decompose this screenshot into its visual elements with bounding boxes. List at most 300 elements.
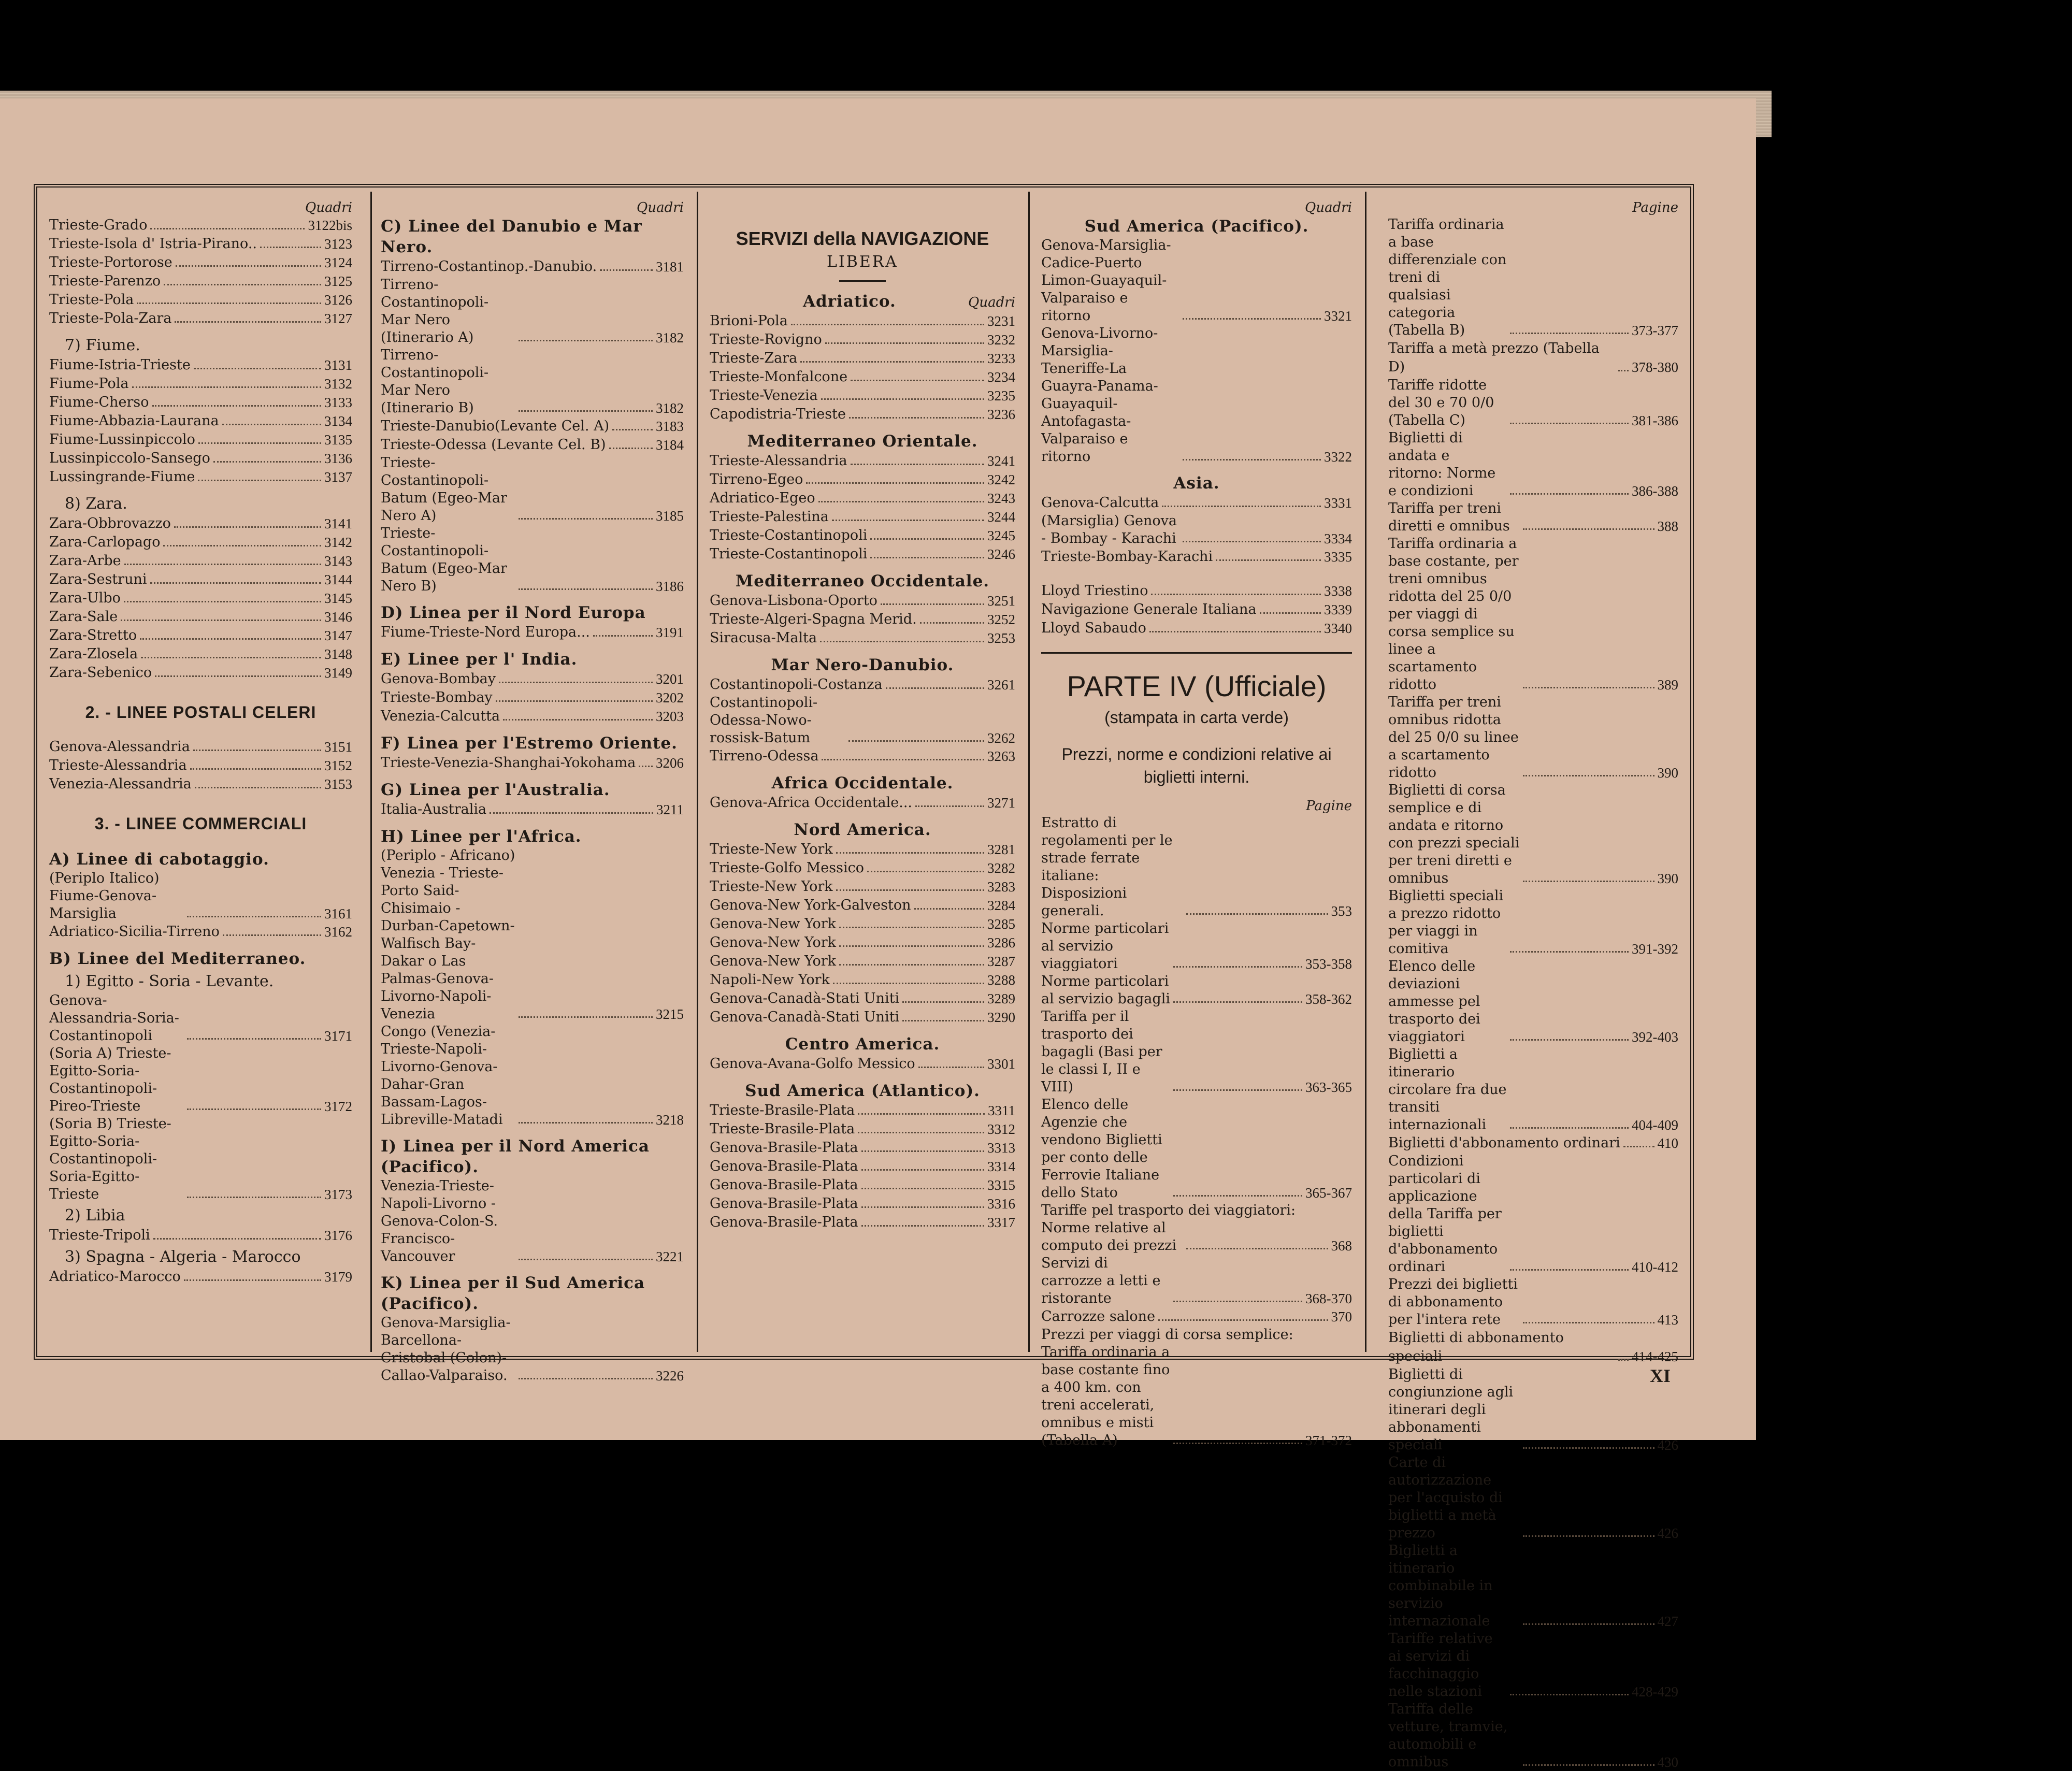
dot-leader — [1523, 775, 1654, 776]
index-entry — [710, 405, 1015, 424]
entry-number: 3186 — [656, 579, 684, 594]
entry-number: 3339 — [1324, 602, 1352, 617]
entry-number: 3147 — [324, 628, 352, 643]
index-entry — [49, 870, 352, 923]
entry-title: Genova-Lisbona-Oporto — [710, 593, 877, 609]
section-title: E) Linee per l' India. — [381, 650, 578, 669]
entry-title: Tirreno-Costantinopoli-Mar Nero (Itinerario B) — [381, 347, 489, 416]
section-heading: 2. - LINEE POSTALI CELERI — [85, 703, 316, 722]
entry-number: 3162 — [324, 924, 352, 940]
index-entry — [49, 356, 352, 375]
index-entry — [381, 276, 684, 347]
dot-leader — [124, 601, 321, 602]
entry-title: Brioni-Pola — [710, 313, 788, 329]
entry-number: 3151 — [324, 739, 352, 755]
section-title: 2) Libia — [65, 1206, 125, 1225]
entry-number: 3263 — [987, 748, 1015, 764]
index-entry — [381, 1177, 684, 1265]
entry-title: Biglietti di abbonamento speciali — [1388, 1330, 1564, 1364]
dot-leader — [1149, 631, 1321, 632]
index-entry — [1373, 1366, 1678, 1454]
index-entry — [381, 1023, 684, 1129]
index-entry — [710, 330, 1015, 349]
entry-title: Lussinpiccolo-Sansego — [49, 450, 210, 466]
entry-number: 3289 — [987, 991, 1015, 1006]
dot-leader — [163, 545, 321, 546]
entry-number: 3183 — [656, 419, 684, 434]
entry-title: Navigazione Generale Italiana — [1041, 601, 1257, 617]
entry-number: 3314 — [987, 1159, 1015, 1174]
entry-title: Genova-New York — [710, 934, 836, 951]
dot-leader — [152, 405, 321, 407]
entry-number: 381-386 — [1632, 413, 1678, 428]
index-entry — [381, 800, 684, 819]
entry-number: 3122bis — [308, 218, 352, 233]
entry-title: Zara-Zlosela — [49, 646, 138, 662]
dot-leader — [519, 1016, 653, 1018]
dot-leader — [194, 368, 321, 369]
entry-title: Trieste-Costantinopoli-Batum (Egeo-Mar Nero B) — [381, 525, 507, 594]
index-entry — [1373, 1329, 1678, 1366]
index-entry — [49, 664, 352, 682]
dot-leader — [198, 480, 321, 481]
dot-leader — [1173, 1001, 1302, 1003]
part-title: PARTE IV (Ufficiale) — [1067, 670, 1327, 702]
dot-leader — [187, 1197, 322, 1198]
index-entry — [710, 915, 1015, 933]
dot-leader — [1523, 687, 1654, 688]
entry-title: Biglietti di congiunzione agli itinerari degli abbonamenti speciali — [1388, 1366, 1514, 1453]
entry-number: 3317 — [987, 1215, 1015, 1230]
dot-leader — [1173, 1443, 1302, 1444]
dot-leader — [519, 1259, 653, 1260]
entry-list — [710, 840, 1015, 1027]
index-entry — [1373, 535, 1678, 694]
entry-number: 3283 — [987, 879, 1015, 895]
entry-title: Elenco delle Agenzie che vendono Biglietti per conto delle Ferrovie Italiane dello Stato — [1041, 1097, 1162, 1201]
dot-leader — [175, 321, 321, 323]
divider — [1041, 652, 1352, 654]
entry-list — [381, 623, 684, 642]
index-entry — [49, 992, 352, 1045]
dot-leader — [1510, 1694, 1629, 1695]
index-entry — [710, 312, 1015, 330]
dot-leader — [176, 265, 321, 267]
entry-number: 3125 — [324, 273, 352, 289]
dot-leader — [1618, 1359, 1629, 1361]
entry-title: Zara-Arbe — [49, 553, 121, 569]
dot-leader — [1510, 1127, 1629, 1129]
dot-leader — [861, 1188, 984, 1189]
entry-title: Trieste-Alessandria — [49, 757, 187, 773]
entry-number: 3146 — [324, 609, 352, 625]
entry-number: 3338 — [1324, 583, 1352, 599]
entry-title: Capodistria-Trieste — [710, 406, 846, 422]
index-entry — [710, 349, 1015, 368]
dot-leader — [1523, 1322, 1654, 1323]
entry-title: Trieste-Odessa (Levante Cel. B) — [381, 437, 606, 453]
index-entry — [710, 1139, 1015, 1157]
entry-number: 3152 — [324, 758, 352, 773]
entry-title: Genova-New York-Galveston — [710, 897, 911, 913]
entry-number: 3185 — [656, 508, 684, 524]
dot-leader — [1510, 423, 1629, 424]
entry-list — [710, 312, 1015, 424]
entry-title: (Soria B) Trieste-Egitto-Soria-Costantinopoli-Soria-Egitto-Trieste — [49, 1116, 171, 1202]
section-title: 7) Fiume. — [65, 336, 140, 354]
entry-title: Trieste-Venezia-Shanghai-Yokohama — [381, 755, 636, 771]
entry-number: 3142 — [324, 535, 352, 550]
dot-leader — [918, 1067, 984, 1068]
index-entry — [1041, 973, 1352, 1008]
index-entry — [49, 552, 352, 570]
index-entry — [1373, 339, 1678, 377]
section-title: 1) Egitto - Soria - Levante. — [65, 972, 274, 990]
entry-title: Condizioni particolari di applicazione della Tariffa per biglietti d'abbonamento ordinari — [1388, 1153, 1502, 1275]
entry-list — [710, 592, 1015, 647]
index-entry — [710, 694, 1015, 747]
section-title: A) Linee di cabotaggio. — [49, 850, 269, 869]
index-entry — [1041, 920, 1352, 973]
entry-number: 3203 — [656, 709, 684, 724]
index-entry — [710, 1101, 1015, 1120]
dot-leader — [174, 526, 321, 528]
index-entry — [1373, 1046, 1678, 1134]
dot-leader — [1523, 1535, 1654, 1537]
column-header: Quadri — [968, 295, 1015, 310]
entry-title: Prezzi per viaggi di corsa semplice: — [1041, 1327, 1293, 1343]
index-entry — [381, 847, 684, 1023]
section-title: C) Linee del Danubio e Mar Nero. — [381, 217, 642, 256]
index-entry — [710, 545, 1015, 564]
index-entry — [1373, 958, 1678, 1046]
entry-title: Costantinopoli-Costanza — [710, 676, 883, 693]
index-entry — [381, 688, 684, 707]
entry-title: Tariffa a metà prezzo (Tabella D) — [1388, 340, 1600, 375]
dot-leader — [833, 983, 984, 984]
dot-leader — [851, 464, 984, 465]
dot-leader — [1510, 951, 1629, 953]
entry-number: 3143 — [324, 553, 352, 569]
entry-number: 3335 — [1324, 549, 1352, 565]
entry-list — [49, 992, 352, 1203]
entry-title: Trieste-Palestina — [710, 509, 829, 525]
entry-title: Siracusa-Malta — [710, 630, 817, 646]
index-entry — [1041, 1202, 1352, 1219]
entry-title: Congo (Venezia-Trieste-Napoli-Livorno-Genova-Dahar-Gran Bassam-Lagos-Libreville-Matadi — [381, 1024, 503, 1128]
index-entry — [49, 570, 352, 589]
index-entry — [49, 645, 352, 664]
entry-title: Prezzi dei biglietti di abbonamento per l'intera rete — [1388, 1276, 1518, 1328]
entry-title: Zara-Sestruni — [49, 571, 147, 587]
entry-title: Norme particolari al servizio viaggiatori — [1041, 920, 1169, 972]
dot-leader — [1510, 493, 1629, 495]
entry-title: (Periplo Italico) Fiume-Genova-Marsiglia — [49, 870, 160, 922]
entry-number: 3148 — [324, 646, 352, 662]
dot-leader — [140, 638, 321, 640]
index-entry — [1041, 548, 1352, 566]
dot-leader — [503, 719, 653, 721]
entry-number: 3153 — [324, 776, 352, 792]
dot-leader — [1523, 528, 1654, 530]
index-entry — [381, 257, 684, 276]
entry-list — [710, 1055, 1015, 1073]
entry-title: Venezia-Trieste-Napoli-Livorno -Genova-Colon-S. Francisco-Vancouver — [381, 1178, 498, 1264]
index-entry — [710, 675, 1015, 694]
dot-leader — [1216, 559, 1321, 561]
entry-number: 391-392 — [1632, 941, 1678, 957]
index-entry — [710, 610, 1015, 629]
column-3 — [710, 199, 1015, 1355]
entry-title: Trieste-Bombay-Karachi — [1041, 549, 1213, 565]
column-header: Quadri — [637, 200, 684, 215]
entry-title: Trieste-Zara — [710, 350, 798, 366]
entry-number: 3301 — [987, 1056, 1015, 1072]
entry-title: Trieste-Brasile-Plata — [710, 1102, 855, 1118]
entry-number: 3282 — [987, 860, 1015, 876]
entry-title: Zara-Sebenico — [49, 665, 152, 681]
index-entry — [710, 989, 1015, 1008]
entry-title: Trieste-Monfalcone — [710, 369, 848, 385]
entry-number: 3124 — [324, 255, 352, 270]
dot-leader — [861, 1206, 984, 1208]
entry-number: 3232 — [987, 332, 1015, 348]
entry-title: Tirreno-Costantinop.-Danubio. — [381, 258, 597, 275]
entry-number: 3173 — [324, 1187, 352, 1202]
section-title: B) Linee del Mediterraneo. — [49, 949, 306, 968]
entry-number: 3179 — [324, 1269, 352, 1285]
index-entry — [49, 756, 352, 775]
entry-number: 363-365 — [1305, 1079, 1352, 1095]
entry-number: 3321 — [1324, 308, 1352, 324]
dot-leader — [1510, 333, 1629, 334]
entry-number: 426 — [1657, 1437, 1678, 1453]
entry-title: Genova-Brasile-Plata — [710, 1140, 858, 1156]
entry-number: 3191 — [656, 625, 684, 640]
entry-title: Tariffa ordinaria a base costante, per treni omnibus ridotta del 25 0/0 per viaggi di corsa semplice su linee a scartamento ridotto — [1388, 536, 1519, 693]
section-title: Nord America. — [794, 820, 931, 839]
entry-number: 428-429 — [1632, 1684, 1678, 1700]
entry-number: 3184 — [656, 437, 684, 453]
section-title: 8) Zara. — [65, 495, 127, 513]
dot-leader — [818, 501, 984, 502]
entry-number: 3235 — [987, 388, 1015, 404]
entry-title: Trieste-Algeri-Spagna Merid. — [710, 611, 917, 627]
index-entry — [1373, 782, 1678, 887]
dot-leader — [861, 1169, 984, 1171]
entry-title: Trieste-Alessandria — [710, 453, 847, 469]
dot-leader — [193, 750, 321, 751]
entry-number: 3144 — [324, 572, 352, 587]
entry-title: Genova-Canadà-Stati Uniti — [710, 1009, 900, 1025]
index-entry — [710, 508, 1015, 526]
entry-list — [381, 1314, 684, 1385]
index-entry — [710, 877, 1015, 896]
entry-title: Fiume-Istria-Trieste — [49, 357, 191, 373]
dot-leader — [213, 461, 321, 463]
entry-title: Zara-Stretto — [49, 627, 137, 643]
dot-leader — [1183, 459, 1321, 460]
dot-leader — [1260, 612, 1321, 614]
dot-leader — [187, 1038, 322, 1040]
entry-title: Tariffe pel trasporto dei viaggiatori: — [1041, 1202, 1296, 1218]
entry-title: Genova-Africa Occidentale... — [710, 795, 912, 811]
entry-number: 3315 — [987, 1177, 1015, 1193]
entry-number: 389 — [1657, 677, 1678, 693]
index-entry — [49, 626, 352, 645]
entry-title: Adriatico-Marocco — [49, 1269, 181, 1285]
entry-list — [381, 1177, 684, 1265]
entry-title: Trieste-New York — [710, 879, 833, 895]
index-entry — [1041, 1096, 1352, 1202]
index-entry — [1041, 1219, 1352, 1255]
entry-number: 390 — [1657, 871, 1678, 886]
entry-title: Biglietti d'abbonamento ordinari — [1388, 1135, 1620, 1151]
index-entry — [49, 430, 352, 449]
dot-leader — [915, 805, 984, 807]
section-title: I) Linea per il Nord America (Pacifico). — [381, 1137, 650, 1176]
entry-number: 3137 — [324, 469, 352, 485]
index-entry — [710, 592, 1015, 610]
entry-title: Biglietti a itinerario circolare fra due transiti internazionali — [1388, 1046, 1507, 1133]
index-entry — [1373, 216, 1678, 339]
column-header: Quadri — [1305, 200, 1352, 215]
dot-leader — [836, 852, 984, 854]
dot-leader — [820, 641, 984, 642]
index-entry — [710, 1194, 1015, 1213]
entry-title: Venezia-Calcutta — [381, 708, 500, 724]
index-entry — [710, 1055, 1015, 1073]
section-heading: Prezzi, norme e condizioni relative ai biglietti interni. — [1061, 745, 1332, 786]
dot-leader — [124, 564, 321, 565]
index-entry — [710, 470, 1015, 489]
index-entry — [710, 526, 1015, 545]
entry-number: 371-372 — [1305, 1433, 1352, 1448]
index-entry — [1041, 237, 1352, 325]
index-entry — [49, 449, 352, 468]
dot-leader — [867, 871, 984, 872]
entry-number: 392-403 — [1632, 1029, 1678, 1045]
dot-leader — [858, 1113, 985, 1115]
dot-leader — [519, 588, 653, 590]
dot-leader — [499, 682, 653, 683]
dot-leader — [190, 768, 321, 770]
section-title: Sud America (Atlantico). — [745, 1082, 980, 1100]
entry-number: 3287 — [987, 954, 1015, 969]
dot-leader — [150, 582, 322, 584]
section-title: Mediterraneo Orientale. — [747, 432, 978, 451]
index-entry — [1041, 512, 1352, 548]
entry-number: 3316 — [987, 1196, 1015, 1212]
entry-title: Trieste-Danubio(Levante Cel. A) — [381, 418, 610, 434]
entry-title: Norme relative al computo dei prezzi — [1041, 1220, 1177, 1254]
dot-leader — [839, 945, 984, 947]
entry-number: 3201 — [656, 671, 684, 687]
section-title: Sud America (Pacifico). — [1084, 217, 1309, 236]
dot-leader — [195, 787, 321, 788]
entry-title: Tariffa ordinaria a base costante fino a 400 km. con treni accelerati, omnibus e misti (Tabella A) — [1041, 1344, 1170, 1448]
entry-list — [381, 670, 684, 726]
entry-number: 3135 — [324, 432, 352, 448]
entry-number: 3243 — [987, 491, 1015, 506]
column-header: Pagine — [1306, 798, 1352, 814]
dot-leader — [1173, 1301, 1302, 1302]
index-entry — [1041, 494, 1352, 512]
dot-leader — [881, 603, 984, 605]
entry-number: 3251 — [987, 593, 1015, 609]
entry-number: 3149 — [324, 665, 352, 681]
dot-leader — [1523, 1623, 1654, 1625]
dot-leader — [141, 657, 321, 658]
index-entry — [49, 923, 352, 941]
entry-title: Carte di autorizzazione per l'acquisto di biglietti a metà prezzo — [1388, 1455, 1503, 1541]
dot-leader — [519, 340, 653, 341]
entry-title: Trieste-Venezia — [710, 387, 818, 404]
entry-title: Zara-Carlopago — [49, 534, 161, 550]
entry-list — [49, 1226, 352, 1245]
dot-leader — [821, 398, 984, 400]
entry-title: Genova-Alessandria — [49, 739, 190, 755]
entry-title: Trieste-Portorose — [49, 254, 172, 270]
section-title: D) Linea per il Nord Europa — [381, 603, 646, 622]
dot-leader — [1523, 1764, 1654, 1766]
index-entry — [49, 1115, 352, 1203]
entry-number: 3340 — [1324, 621, 1352, 636]
entry-list — [49, 870, 352, 941]
index-entry — [49, 533, 352, 552]
entry-number: 353-358 — [1305, 956, 1352, 972]
entry-number: 3242 — [987, 472, 1015, 487]
index-entry — [49, 1226, 352, 1245]
index-entry — [1373, 887, 1678, 958]
entry-number: 3322 — [1324, 449, 1352, 465]
index-entry — [49, 216, 352, 235]
index-entry — [381, 1314, 684, 1385]
entry-number: 3236 — [987, 407, 1015, 422]
dot-leader — [902, 1001, 984, 1003]
entry-title: Tariffa delle vetture, tramvie, automobili e omnibus — [1388, 1701, 1508, 1770]
dot-leader — [490, 812, 653, 814]
section-title: Centro America. — [785, 1035, 940, 1054]
index-entry — [49, 253, 352, 272]
entry-number: 3233 — [987, 351, 1015, 366]
entry-number: 3313 — [987, 1140, 1015, 1156]
entry-list — [710, 794, 1015, 812]
dot-leader — [886, 687, 984, 689]
dot-leader — [600, 269, 653, 271]
entry-title: Biglietti a itinerario combinabile in servizio internazionale — [1388, 1543, 1493, 1629]
index-entry — [1373, 500, 1678, 535]
entry-title: Genova-Bombay — [381, 671, 496, 687]
dot-leader — [260, 247, 321, 248]
entry-title: Genova-Livorno-Marsiglia-Teneriffe-La Guayra-Panama-Guayaquil-Antofagasta-Valparaiso e ritorno — [1041, 325, 1158, 465]
dot-leader — [920, 622, 984, 624]
index-entry — [710, 1157, 1015, 1176]
dot-leader — [800, 361, 984, 363]
dot-leader — [519, 1122, 653, 1124]
entry-title: Tirreno-Odessa — [710, 748, 819, 764]
dot-leader — [519, 518, 653, 520]
dot-leader — [1523, 881, 1654, 882]
entry-list — [49, 738, 352, 794]
index-entry — [710, 452, 1015, 470]
entry-title: Zara-Obbrovazzo — [49, 515, 171, 531]
index-entry — [381, 347, 684, 417]
entry-title: Zara-Ulbo — [49, 590, 121, 606]
entry-title: Trieste-Costantinopoli — [710, 527, 868, 543]
index-entry — [49, 1045, 352, 1115]
entry-title: Trieste-Parenzo — [49, 273, 161, 289]
